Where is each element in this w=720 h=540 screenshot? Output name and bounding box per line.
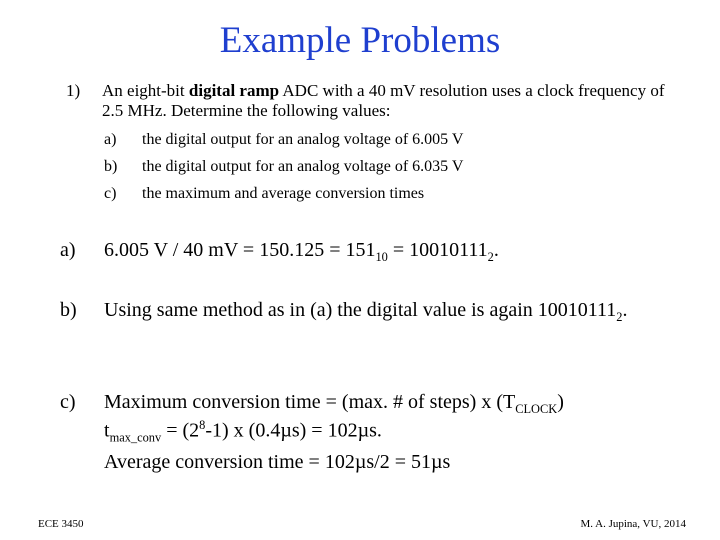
answer-a-sub2: 2: [487, 250, 494, 264]
answer-a-part3: .: [493, 239, 499, 261]
answer-a-label: a): [60, 239, 76, 261]
footer-course: ECE 3450: [38, 518, 84, 530]
answer-c-line2-part3: -1) x (0.4µs) = 102µs.: [205, 419, 382, 442]
problem-item-text: the digital output for an analog voltage of 6.035 V: [142, 158, 464, 175]
answer-a-text: [104, 238, 672, 266]
problem-text-before: An eight-bit: [102, 81, 189, 100]
answer-a-part1: 6.005 V / 40 mV = 150.125 = 151: [104, 239, 376, 261]
answer-c-text: [104, 390, 672, 475]
problem-statement: [66, 81, 686, 122]
problem-text-after: ADC with a 40 mV resolution uses a clock frequency of 2.5 MHz. Determine the following values:: [102, 81, 665, 121]
answer-c-line1-part1: Maximum conversion time = (max. # of steps) x (T: [104, 391, 516, 413]
answer-a: [60, 238, 672, 266]
answer-b-label: b): [60, 299, 77, 321]
answer-c-line3: Average conversion time = 102µs/2 = 51µs: [104, 450, 451, 473]
problem-item-label: a): [104, 131, 117, 148]
answer-b-part2: .: [622, 299, 628, 321]
problem-item-text: the maximum and average conversion times: [142, 185, 425, 202]
problem-item-text: the digital output for an analog voltage of 6.005 V: [142, 131, 464, 148]
problem-bold-term: digital ramp: [188, 81, 280, 100]
slide-title: Example Problems: [219, 20, 501, 61]
answer-c-line2-part1: t: [104, 419, 110, 442]
answer-c-line1: [104, 390, 672, 418]
answer-c-line1-part2: ): [557, 391, 564, 413]
answer-c-line2-sup: 8: [199, 417, 206, 432]
problem-number: 1): [66, 81, 81, 100]
answer-b-text: [104, 298, 672, 326]
problem-item: [104, 130, 664, 149]
problem-text: [102, 81, 686, 122]
answer-b-sub1: 2: [616, 310, 623, 324]
answer-a-sub1: 10: [375, 250, 388, 264]
answer-c-label: c): [60, 391, 76, 413]
answer-c-line1-sub: CLOCK: [515, 402, 558, 416]
problem-item: [104, 157, 664, 176]
problem-item-label: b): [104, 158, 118, 175]
answer-c-line2-part2: = (2: [161, 419, 200, 442]
answer-a-part2: = 10010111: [387, 239, 488, 261]
problem-item: [104, 184, 664, 203]
answer-b-part1: Using same method as in (a) the digital value is again 10010111: [104, 299, 617, 321]
answer-c-line2-sub: max_conv: [109, 430, 162, 445]
footer-author: M. A. Jupina, VU, 2014: [580, 518, 686, 530]
problem-item-label: c): [104, 185, 117, 202]
answer-b: [60, 298, 672, 326]
answer-c-line2: [104, 418, 672, 446]
answer-c: [60, 390, 672, 475]
